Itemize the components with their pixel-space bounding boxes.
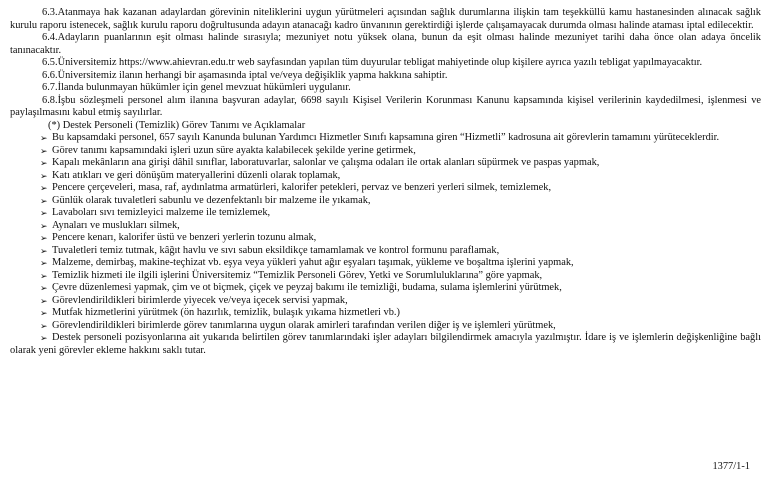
bullet-item (10, 157, 761, 170)
clause-6-4: 6.4.Adayların puanlarının eşit olması halinde sırasıyla; mezuniyet notu yüksek olana, bunun da eşit olması halinde mezuniyet tarihi daha önce olan adaya öncelik tanınacaktır. (10, 32, 761, 56)
bullet-text: Malzeme, demirbaş, makine-teçhizat vb. eşya veya yükleri yahut ağır eşyaları taşımak, yükleme ve boşaltma işlerini yapmak, (52, 257, 574, 268)
bullet-text: Aynaları ve muslukları silmek, (52, 219, 180, 231)
clause-6-6: 6.6.Üniversitemiz ilanın herhangi bir aşamasında iptal ve/veya değişiklik yapma hakkına sahiptir. (42, 69, 448, 81)
bullet-text: Pencere kenarı, kalorifer üstü ve benzeri yerlerin tozunu almak, (52, 232, 317, 243)
bullet-item (10, 332, 761, 357)
arrowhead-bullet-icon: ➢ (40, 320, 48, 331)
arrowhead-bullet-icon: ➢ (40, 195, 48, 206)
bullet-item (10, 270, 761, 283)
bullet-text: Kapalı mekânların ana girişi dâhil sınıflar, laboratuvarlar, salonlar ve çalışma odaları ile ortak alanları süpürmek ve paspas yapmak, (52, 157, 600, 168)
arrowhead-bullet-icon: ➢ (40, 258, 48, 268)
bullet-item (10, 282, 761, 295)
bullet-text: Görevlendirildikleri birimlerde yiyecek ve/veya içecek servisi yapmak, (52, 294, 348, 306)
arrowhead-bullet-icon: ➢ (40, 333, 48, 343)
bullet-item (10, 132, 761, 145)
arrowhead-bullet-icon: ➢ (40, 183, 48, 193)
bullet-text: Katı atıkları ve geri dönüşüm materyallerini düzenli olarak toplamak, (52, 169, 341, 181)
bullet-item (10, 207, 761, 220)
bullet-text: Görevlendirildikleri birimlerde görev tanımlarına uygun olarak amirleri tarafından verilen diğer iş ve işlemleri yürütmek, (52, 319, 556, 331)
arrowhead-bullet-icon: ➢ (40, 145, 48, 156)
bullet-item (10, 170, 761, 183)
arrowhead-bullet-icon: ➢ (40, 220, 48, 231)
bullet-item (10, 257, 761, 270)
arrowhead-bullet-icon: ➢ (40, 133, 48, 143)
bullet-item (10, 245, 761, 258)
arrowhead-bullet-icon: ➢ (40, 295, 48, 306)
bullet-text: Bu kapsamdaki personel, 657 sayılı Kanunda bulunan Yardımcı Hizmetler Sınıfı kapsamına giren “Hizmetli” kadrosuna ait görevlerin tamamını yürüteceklerdir. (52, 132, 720, 143)
bullet-item (10, 320, 761, 333)
bullet-text: Destek personeli pozisyonlarına ait yukarıda belirtilen görev tanımlarındaki işler adayları bilgilendirmek amacıyla yazılmıştır. İdare iş ve işlemlerin değişkenliğine bağlı olarak yeni görevler ekleme hakkını saklı tutar. (10, 332, 761, 356)
bullet-item (10, 145, 761, 158)
bullet-text: Görev tanımı kapsamındaki işleri uzun süre ayakta kalabilecek şekilde yerine getirmek, (52, 144, 416, 156)
arrowhead-bullet-icon: ➢ (40, 283, 48, 293)
clause-6-8: 6.8.İşbu sözleşmeli personel alım ilanına başvuran adaylar, 6698 sayılı Kişisel Verilerin Korunması Kanunu kapsamında kişisel verilerinin kaydedilmesi, işlenmesi ve paylaşılmasını kabul etmiş sayılırlar. (10, 94, 761, 118)
page-code: 1377/1-1 (712, 461, 750, 472)
section-heading: (*) Destek Personeli (Temizlik) Görev Tanımı ve Açıklamalar (48, 119, 306, 131)
bullet-text: Mutfak hizmetlerini yürütmek (ön hazırlık, temizlik, bulaşık yıkama hizmetleri vb.) (52, 307, 400, 318)
arrowhead-bullet-icon: ➢ (40, 270, 48, 281)
bullet-item (10, 295, 761, 308)
bullet-item (10, 220, 761, 233)
clause-6-3: 6.3.Atanmaya hak kazanan adaylardan görevinin niteliklerini uygun yürütmeleri açısından sağlık durumlarına ilişkin tam teşekküllü kamu hastanesinden alınacak sağlık kurulu raporu istenecek, sağlık kurulu raporu doğrultusunda adayın atanacağı kadro ünvanının gerektirdiği işlerde çalışamayacak durumda olması halinde ataması iptal edilecektir. (10, 7, 761, 31)
bullet-item (10, 307, 761, 320)
bullet-text: Pencere çerçeveleri, masa, raf, aydınlatma armatürleri, kalorifer petekleri, pervaz ve benzeri yerleri silmek, temizlemek, (52, 182, 552, 193)
bullet-item (10, 182, 761, 195)
bullet-text: Günlük olarak tuvaletleri sabunlu ve dezenfektanlı bir malzeme ile yıkamak, (52, 194, 371, 206)
arrowhead-bullet-icon: ➢ (40, 208, 48, 218)
bullet-text: Lavaboları sıvı temizleyici malzeme ile temizlemek, (52, 207, 271, 218)
bullet-text: Çevre düzenlemesi yapmak, çim ve ot biçmek, çiçek ve peyzaj bakımı ile temizliği, budama, sulama işlemlerini yürütmek, (52, 282, 562, 293)
arrowhead-bullet-icon: ➢ (40, 158, 48, 168)
arrowhead-bullet-icon: ➢ (40, 170, 48, 181)
arrowhead-bullet-icon: ➢ (40, 245, 48, 256)
bullet-text: Temizlik hizmeti ile ilgili işlerini Üniversitemiz “Temizlik Personeli Görev, Yetki ve Sorumluluklarına” göre yapmak, (52, 269, 543, 281)
bullet-text: Tuvaletleri temiz tutmak, kâğıt havlu ve sıvı sabun eksildikçe tamamlamak ve kontrol formunu paraflamak, (52, 244, 500, 256)
bullet-item (10, 232, 761, 245)
arrowhead-bullet-icon: ➢ (40, 308, 48, 318)
clause-6-5: 6.5.Üniversitemiz https://www.ahievran.edu.tr web sayfasından yapılan tüm duyurular tebligat mahiyetinde olup kişilere ayrıca yazılı tebligat yapılmayacaktır. (42, 57, 703, 68)
clause-6-7: 6.7.İlanda bulunmayan hükümler için genel mevzuat hükümleri uygulanır. (42, 82, 351, 93)
bullet-item (10, 195, 761, 208)
arrowhead-bullet-icon: ➢ (40, 233, 48, 243)
